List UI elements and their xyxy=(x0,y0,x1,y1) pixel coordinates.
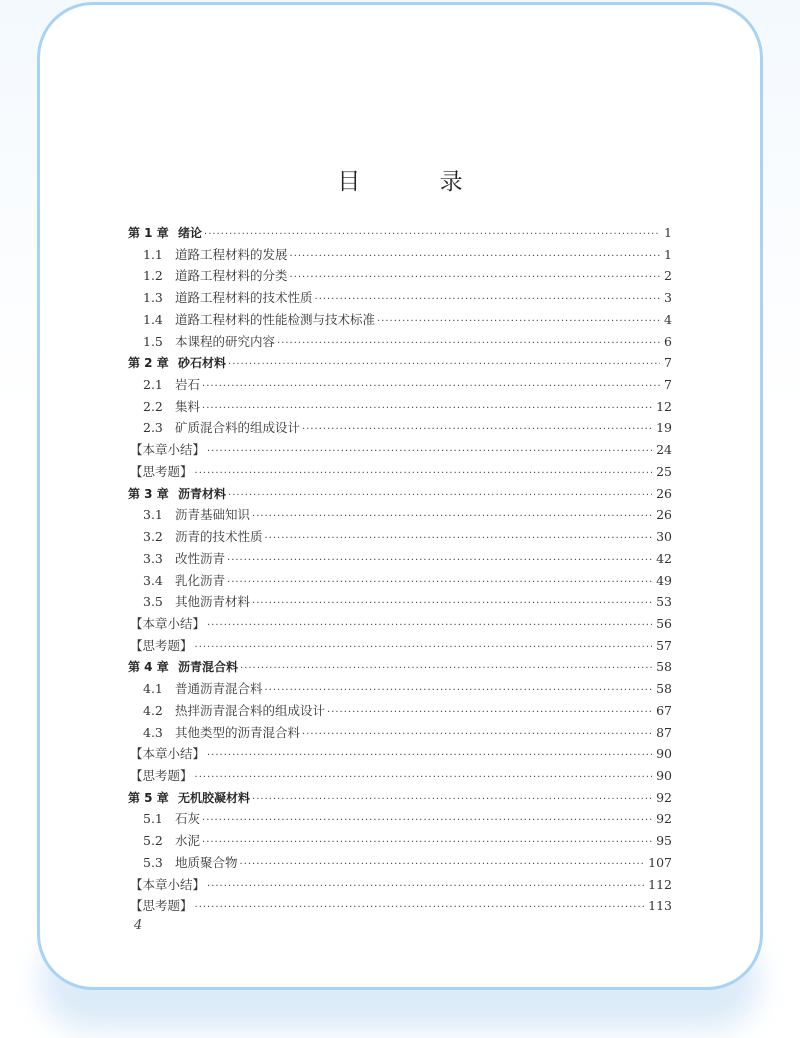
dot-leader xyxy=(207,876,644,898)
dot-leader xyxy=(252,593,652,615)
entry-title: 石灰 xyxy=(175,811,201,827)
dot-leader xyxy=(228,354,660,376)
entry-title: 改性沥青 xyxy=(175,550,226,566)
dot-leader xyxy=(240,658,652,680)
entry-title: 岩石 xyxy=(175,377,201,393)
toc-section-entry[interactable] xyxy=(128,265,672,287)
entry-number: 2.3 xyxy=(143,420,163,436)
entry-number: 1.2 xyxy=(143,268,163,284)
entry-title: 乳化沥青 xyxy=(175,572,226,588)
toc-section-entry[interactable] xyxy=(128,396,672,418)
toc-extra-entry[interactable] xyxy=(128,765,672,787)
dot-leader xyxy=(202,376,660,398)
entry-page: 2 xyxy=(664,268,672,284)
dot-leader xyxy=(302,724,652,746)
dot-leader xyxy=(202,810,652,832)
entry-number: 第 1 章 xyxy=(128,226,169,240)
entry-page: 49 xyxy=(656,572,672,588)
dot-leader xyxy=(207,441,652,463)
entry-number: 3.3 xyxy=(143,550,163,566)
entry-page: 92 xyxy=(656,789,672,805)
entry-page: 113 xyxy=(648,898,672,914)
dot-leader xyxy=(377,311,660,333)
dot-leader xyxy=(195,897,645,919)
entry-number: 2.1 xyxy=(143,377,163,393)
toc-extra-entry[interactable] xyxy=(128,613,672,635)
toc-section-entry[interactable] xyxy=(128,374,672,396)
dot-leader xyxy=(227,550,652,572)
toc-extra-entry[interactable] xyxy=(128,439,672,461)
toc-extra-entry[interactable] xyxy=(128,743,672,765)
dot-leader xyxy=(302,419,652,441)
dot-leader xyxy=(207,745,652,767)
entry-page: 112 xyxy=(648,876,672,892)
toc-chapter-entry[interactable] xyxy=(128,656,672,678)
toc-section-entry[interactable] xyxy=(128,570,672,592)
entry-page: 56 xyxy=(656,615,672,631)
toc-section-entry[interactable] xyxy=(128,309,672,331)
entry-number: 3.4 xyxy=(143,572,163,588)
entry-title: 其他沥青材料 xyxy=(175,594,251,610)
entry-page: 24 xyxy=(656,442,672,458)
toc-section-entry[interactable] xyxy=(128,244,672,266)
page-number: 4 xyxy=(134,918,143,933)
toc-extra-entry[interactable] xyxy=(128,461,672,483)
dot-leader xyxy=(277,333,660,355)
toc-section-entry[interactable] xyxy=(128,830,672,852)
entry-page: 90 xyxy=(656,767,672,783)
entry-page: 7 xyxy=(664,377,672,393)
entry-page: 30 xyxy=(656,529,672,545)
dot-leader xyxy=(315,289,661,311)
entry-number: 第 2 章 xyxy=(128,356,169,371)
entry-title: 道路工程材料的发展 xyxy=(175,246,288,262)
toc-section-entry[interactable] xyxy=(128,808,672,830)
entry-title: 绪论 xyxy=(178,226,203,240)
entry-number: 1.5 xyxy=(143,333,163,349)
toc-section-entry[interactable] xyxy=(128,700,672,722)
dot-leader xyxy=(228,485,652,507)
entry-page: 58 xyxy=(656,659,672,675)
entry-number: 1.4 xyxy=(143,311,163,327)
toc-section-entry[interactable] xyxy=(128,331,672,353)
entry-title: 道路工程材料的性能检测与技术标准 xyxy=(175,311,376,327)
entry-title: 【本章小结】 xyxy=(130,615,206,631)
table-of-contents xyxy=(128,222,672,917)
entry-title: 沥青材料 xyxy=(178,486,227,501)
entry-number: 4.1 xyxy=(143,681,163,697)
entry-title: 道路工程材料的技术性质 xyxy=(175,290,313,306)
entry-page: 67 xyxy=(656,702,672,718)
entry-title: 【思考题】 xyxy=(130,637,193,653)
toc-chapter-entry[interactable] xyxy=(128,352,672,374)
entry-number: 3.1 xyxy=(143,507,163,523)
entry-number: 第 5 章 xyxy=(128,790,169,805)
entry-page: 92 xyxy=(656,811,672,827)
dot-leader xyxy=(204,224,660,246)
entry-title: 砂石材料 xyxy=(178,356,227,371)
entry-number: 4.3 xyxy=(143,724,163,740)
page-title: 目 录 xyxy=(337,169,499,195)
dot-leader xyxy=(327,702,652,724)
entry-title: 【本章小结】 xyxy=(130,876,206,892)
toc-section-entry[interactable] xyxy=(128,591,672,613)
entry-number: 第 3 章 xyxy=(128,486,169,501)
entry-title: 其他类型的沥青混合料 xyxy=(175,724,301,740)
dot-leader xyxy=(207,615,652,637)
entry-number: 5.2 xyxy=(143,833,163,849)
toc-section-entry[interactable] xyxy=(128,722,672,744)
toc-section-entry[interactable] xyxy=(128,526,672,548)
entry-page: 107 xyxy=(648,854,672,870)
toc-chapter-entry[interactable] xyxy=(128,483,672,505)
toc-section-entry[interactable] xyxy=(128,417,672,439)
entry-title: 水泥 xyxy=(175,833,201,849)
entry-number: 1.3 xyxy=(143,290,163,306)
dot-leader xyxy=(290,267,661,289)
dot-leader xyxy=(252,789,652,811)
entry-number: 2.2 xyxy=(143,398,163,414)
entry-number: 3.2 xyxy=(143,529,163,545)
entry-page: 6 xyxy=(664,333,672,349)
toc-section-entry[interactable] xyxy=(128,504,672,526)
dot-leader xyxy=(195,463,653,485)
entry-number: 4.2 xyxy=(143,702,163,718)
dot-leader xyxy=(227,572,652,594)
entry-title: 本课程的研究内容 xyxy=(175,333,276,349)
entry-page: 53 xyxy=(656,594,672,610)
toc-extra-entry[interactable] xyxy=(128,874,672,896)
dot-leader xyxy=(202,398,652,420)
entry-number: 5.1 xyxy=(143,811,163,827)
entry-title: 道路工程材料的分类 xyxy=(175,268,288,284)
toc-extra-entry[interactable] xyxy=(128,895,672,917)
entry-title: 【本章小结】 xyxy=(130,746,206,762)
entry-page: 1 xyxy=(664,225,672,240)
entry-title: 沥青基础知识 xyxy=(175,507,251,523)
entry-page: 7 xyxy=(664,355,672,371)
toc-section-entry[interactable] xyxy=(128,548,672,570)
entry-page: 12 xyxy=(656,398,672,414)
entry-page: 87 xyxy=(656,724,672,740)
entry-page: 1 xyxy=(664,246,672,262)
entry-page: 4 xyxy=(664,311,672,327)
entry-page: 57 xyxy=(656,637,672,653)
dot-leader xyxy=(195,767,653,789)
dot-leader xyxy=(195,637,653,659)
entry-number: 1.1 xyxy=(143,246,163,262)
toc-section-entry[interactable] xyxy=(128,287,672,309)
entry-number: 3.5 xyxy=(143,594,163,610)
dot-leader xyxy=(290,246,661,268)
entry-page: 26 xyxy=(656,507,672,523)
entry-title: 沥青的技术性质 xyxy=(175,529,263,545)
entry-page: 42 xyxy=(656,550,672,566)
entry-title: 【思考题】 xyxy=(130,898,193,914)
entry-title: 热拌沥青混合料的组成设计 xyxy=(175,702,326,718)
entry-number: 5.3 xyxy=(143,854,163,870)
dot-leader xyxy=(202,832,652,854)
dot-leader xyxy=(265,528,653,550)
entry-page: 25 xyxy=(656,463,672,479)
entry-title: 矿质混合料的组成设计 xyxy=(175,420,301,436)
entry-page: 90 xyxy=(656,746,672,762)
toc-section-entry[interactable] xyxy=(128,852,672,874)
entry-page: 58 xyxy=(656,681,672,697)
entry-title: 【本章小结】 xyxy=(130,442,206,458)
entry-title: 地质聚合物 xyxy=(175,854,238,870)
entry-page: 95 xyxy=(656,833,672,849)
entry-title: 【思考题】 xyxy=(130,767,193,783)
entry-page: 26 xyxy=(656,485,672,501)
dot-leader xyxy=(252,506,652,528)
entry-title: 【思考题】 xyxy=(130,463,193,479)
toc-section-entry[interactable] xyxy=(128,678,672,700)
dot-leader xyxy=(240,854,645,876)
entry-title: 普通沥青混合料 xyxy=(175,681,263,697)
entry-title: 沥青混合料 xyxy=(178,660,239,675)
toc-chapter-entry[interactable] xyxy=(128,222,672,244)
entry-number: 第 4 章 xyxy=(128,660,169,675)
dot-leader xyxy=(265,680,653,702)
entry-title: 集料 xyxy=(175,398,201,414)
toc-extra-entry[interactable] xyxy=(128,635,672,657)
toc-chapter-entry[interactable] xyxy=(128,787,672,809)
entry-title: 无机胶凝材料 xyxy=(178,790,251,805)
entry-page: 3 xyxy=(664,290,672,306)
entry-page: 19 xyxy=(656,420,672,436)
